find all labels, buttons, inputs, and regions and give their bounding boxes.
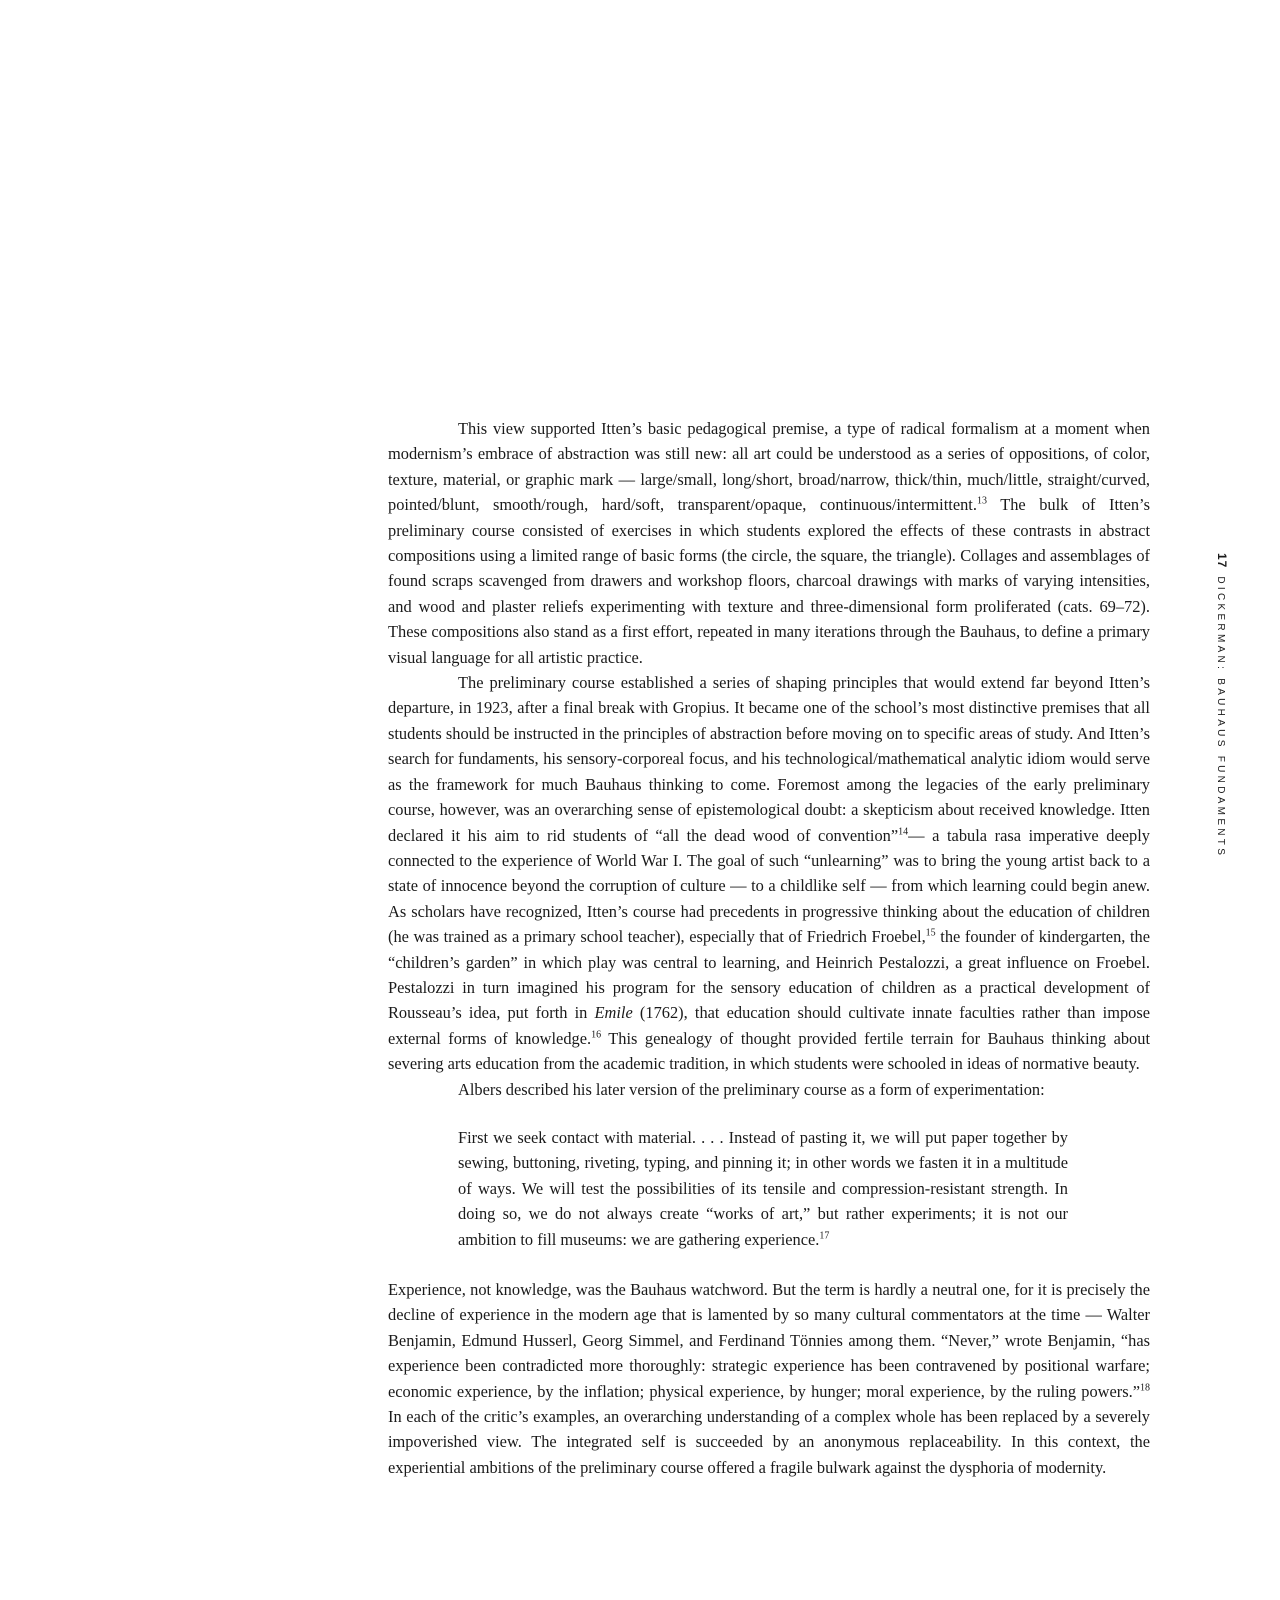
paragraph-1-text-a: This view supported Itten’s basic pedagogical premise, a type of radical formalism at a moment when modernism’s embrace of abstraction was still new: all art could be understood as a series of oppositions, of color, texture, material, or graphic mark — large/small, long/short, broad/narrow, thick/thin, much/little, straight/curved, pointed/blunt, smooth/rough, hard/soft, transparent/opaque, continuous/intermittent.: [388, 419, 1150, 515]
running-head: [1215, 553, 1229, 858]
emile-title: Emile: [594, 1003, 633, 1023]
paragraph-4-text-a: Experience, not knowledge, was the Bauhaus watchword. But the term is hardly a neutral one, for it is precisely the decline of experience in the modern age that is lamented by so many cultural commentators at the time — Walter Benjamin, Edmund Husserl, Georg Simmel, and Ferdinand Tönnies among them. “Never,” wrote Benjamin, “has experience been contradicted more thoroughly: strategic experience has been contravened by positional warfare; economic experience, by the inflation; physical experience, by hunger; moral experience, by the ruling powers.”: [388, 1280, 1150, 1401]
footnote-ref-15: 15: [925, 927, 936, 939]
paragraph-3: Albers described his later version of the preliminary course as a form of experimentation:: [458, 1079, 1045, 1099]
body-text: [388, 416, 1150, 1480]
paragraph-1: [388, 416, 1150, 670]
paragraph-2-text-b: — a tabula rasa imperative deeply connected to the experience of World War I. The goal of such “unlearning” was to bring the young artist back to a state of innocence beyond the corruption of culture — to a childlike self — from which learning could begin anew. As scholars have recognized, Itten’s course had precedents in progressive thinking about the education of children (he was trained as a primary school teacher), especially that of Friedrich Froebel,: [388, 825, 1150, 947]
paragraph-2-text-c: the founder of kindergarten, the “children’s garden” in which play was central to learning, and Heinrich Pestalozzi, a great influence on Froebel. Pestalozzi in turn imagined his program for the sensory education of children as a practical development of Rousseau’s idea, put forth in: [388, 927, 1150, 1023]
footnote-ref-18: 18: [1140, 1382, 1150, 1394]
paragraph-2-text-e: This genealogy of thought provided fertile terrain for Bauhaus thinking about severing arts education from the academic tradition, in which students were schooled in ideas of normative beauty.: [388, 1028, 1150, 1074]
footnote-ref-17: 17: [819, 1230, 830, 1242]
paragraph-2: [388, 670, 1150, 1077]
footnote-ref-13: 13: [976, 495, 987, 507]
paragraph-1-text-b: The bulk of Itten’s preliminary course consisted of exercises in which students explored the effects of these contrasts in abstract compositions using a limited range of basic forms (the circle, the square, the triangle). Collages and assemblages of found scraps scavenged from drawers and workshop floors, charcoal drawings with marks of varying intensities, and wood and plaster reliefs experimenting with texture and three-dimensional form proliferated (cats. 69–72). These compositions also stand as a first effort, repeated in many iterations through the Bauhaus, to define a primary visual language for all artistic practice.: [388, 495, 1150, 667]
block-quote: [458, 1125, 1068, 1252]
paragraph-4: [388, 1277, 1150, 1480]
block-quote-text: First we seek contact with material. . . . Instead of pasting it, we will put paper together by sewing, buttoning, riveting, typing, and pinning it; in other words we fasten it in a multitude of ways. We will test the possibilities of its tensile and compression-resistant strength. In doing so, we do not always create “works of art,” but rather experiments; it is not our ambition to fill museums: we are gathering experience.: [458, 1127, 1068, 1249]
paragraph-2-text-a: The preliminary course established a series of shaping principles that would extend far beyond Itten’s departure, in 1923, after a final break with Gropius. It became one of the school’s most distinctive premises that all students should be instructed in the principles of abstraction before moving on to specific areas of study. And Itten’s search for fundaments, his sensory-corporeal focus, and his technological/mathematical analytic idiom would serve as the framework for much Bauhaus thinking to come. Foremost among the legacies of the early preliminary course, however, was an overarching sense of epistemological doubt: a skepticism about received knowledge. Itten declared it his aim to rid students of “all the dead wood of convention”: [388, 673, 1150, 845]
page-number: 17: [1215, 553, 1229, 569]
paragraph-4-text-b: In each of the critic’s examples, an overarching understanding of a complex whole has been replaced by a severely impoverished view. The integrated self is succeeded by an anonymous replaceability. In this context, the experiential ambitions of the preliminary course offered a fragile bulwark against the dysphoria of modernity.: [388, 1407, 1150, 1477]
footnote-ref-16: 16: [591, 1029, 602, 1041]
paragraph-2-text-d: (1762), that education should cultivate innate faculties rather than impose external forms of knowledge.: [388, 1003, 1150, 1048]
running-head-title: DICKERMAN: BAUHAUS FUNDAMENTS: [1215, 576, 1226, 859]
footnote-ref-14: 14: [898, 826, 909, 838]
